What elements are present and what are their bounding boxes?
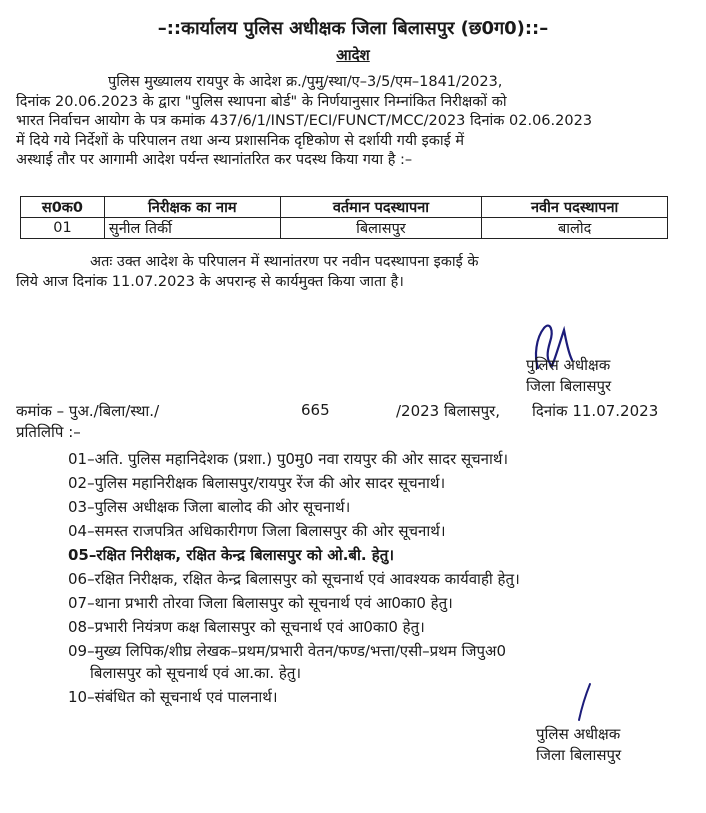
signature-district: जिला बिलासपुर: [526, 377, 612, 395]
table-header-row: [21, 197, 668, 218]
signature-block-2: [536, 724, 621, 766]
body-line: दिनांक 20.06.2023 के द्वारा "पुलिस स्थापना बोर्ड" के निर्णयानुसार निम्नांकित निरीक्षकों को: [16, 93, 507, 110]
signature-designation: पुलिस अधीक्षक: [536, 725, 621, 743]
table-row: [21, 218, 668, 239]
copy-item: 06–रक्षित निरीक्षक, रक्षित केन्द्र बिलासपुर को सूचनार्थ एवं आवश्यक कार्यवाही हेतु।: [68, 570, 520, 588]
body-line: पुलिस मुख्यालय रायपुर के आदेश क्र./पुमु/स्था/ए–3/5/एम–1841/2023,: [108, 74, 503, 90]
signature-scribble-2: [570, 680, 600, 725]
cell-new-posting: बालोद: [482, 218, 668, 239]
memo-ref-prefix: कमांक – पुअ./बिला/स्था./: [16, 402, 160, 420]
copy-item: 08–प्रभारी नियंत्रण कक्ष बिलासपुर को सूचनार्थ एवं आ0का0 हेतु।: [68, 618, 425, 636]
header-new-posting: नवीन पदस्थापना: [482, 197, 668, 218]
copy-item: 04–समस्त राजपत्रित अधिकारीगण जिला बिलासपुर की ओर सूचनार्थ।: [68, 522, 446, 540]
copy-item-continuation: बिलासपुर को सूचनार्थ एवं आ.का. हेतु।: [90, 664, 302, 682]
relief-line: लिये आज दिनांक 11.07.2023 के अपरान्ह से कार्यमुक्त किया जाता है।: [16, 273, 404, 290]
copy-item: 09–मुख्य लिपिक/शीघ्र लेखक–प्रथम/प्रभारी वेतन/फण्ड/भत्ता/एसी–प्रथम जिपुअ0: [68, 642, 507, 660]
cell-current-posting: बिलासपुर: [280, 218, 482, 239]
copy-item: 02–पुलिस महानिरीक्षक बिलासपुर/रायपुर रेंज की ओर सादर सूचनार्थ।: [68, 474, 446, 492]
relief-line: अतः उक्त आदेश के परिपालन में स्थानांतरण पर नवीन पदस्थापना इकाई के: [90, 254, 479, 270]
signature-district: जिला बिलासपुर: [536, 746, 622, 764]
body-line: में दिये गये निर्देशों के परिपालन तथा अन्य प्रशासनिक दृष्टिकोण से दर्शायी गयी इकाई में: [16, 132, 465, 149]
header-serial: स0क0: [21, 197, 105, 218]
body-line: भारत निर्वाचन आयोग के पत्र कमांक 437/6/1/INST/ECI/FUNCT/MCC/2023 दिनांक 02.06.2023: [16, 113, 593, 129]
signature-block-1: [526, 355, 611, 397]
cell-serial: 01: [21, 218, 105, 239]
copy-item: 01–अति. पुलिस महानिदेशक (प्रशा.) पु0मु0 नवा रायपुर की ओर सादर सूचनार्थ।: [68, 450, 509, 468]
memo-number: 665: [301, 401, 330, 419]
posting-table: [20, 196, 668, 239]
copy-item: 07–थाना प्रभारी तोरवा जिला बिलासपुर को सूचनार्थ एवं आ0का0 हेतु।: [68, 594, 453, 612]
header-inspector-name: निरीक्षक का नाम: [104, 197, 280, 218]
memo-date: दिनांक 11.07.2023: [532, 402, 659, 420]
memo-ref-suffix: /2023 बिलासपुर,: [396, 402, 501, 420]
signature-designation: पुलिस अधीक्षक: [526, 356, 611, 374]
copy-label: प्रतिलिपि :–: [16, 423, 81, 441]
relief-paragraph: [16, 253, 666, 292]
body-line: अस्थाई तौर पर आगामी आदेश पर्यन्त स्थानांतरित कर पदस्थ किया गया है :–: [16, 152, 413, 168]
header-current-posting: वर्तमान पदस्थापना: [280, 197, 482, 218]
copy-item: 10–संबंधित को सूचनार्थ एवं पालनार्थ।: [68, 688, 278, 706]
cell-inspector-name: सुनील तिर्की: [104, 218, 280, 239]
copy-item: 05–रक्षित निरीक्षक, रक्षित केन्द्र बिलासपुर को ओ.बी. हेतु।: [68, 546, 395, 564]
copy-item: 03–पुलिस अधीक्षक जिला बालोद की ओर सूचनार्थ।: [68, 498, 351, 516]
order-heading: आदेश: [336, 46, 370, 64]
order-body-paragraph: [16, 73, 666, 171]
office-title: –::कार्यालय पुलिस अधीक्षक जिला बिलासपुर (छ0ग0)::–: [157, 18, 549, 39]
